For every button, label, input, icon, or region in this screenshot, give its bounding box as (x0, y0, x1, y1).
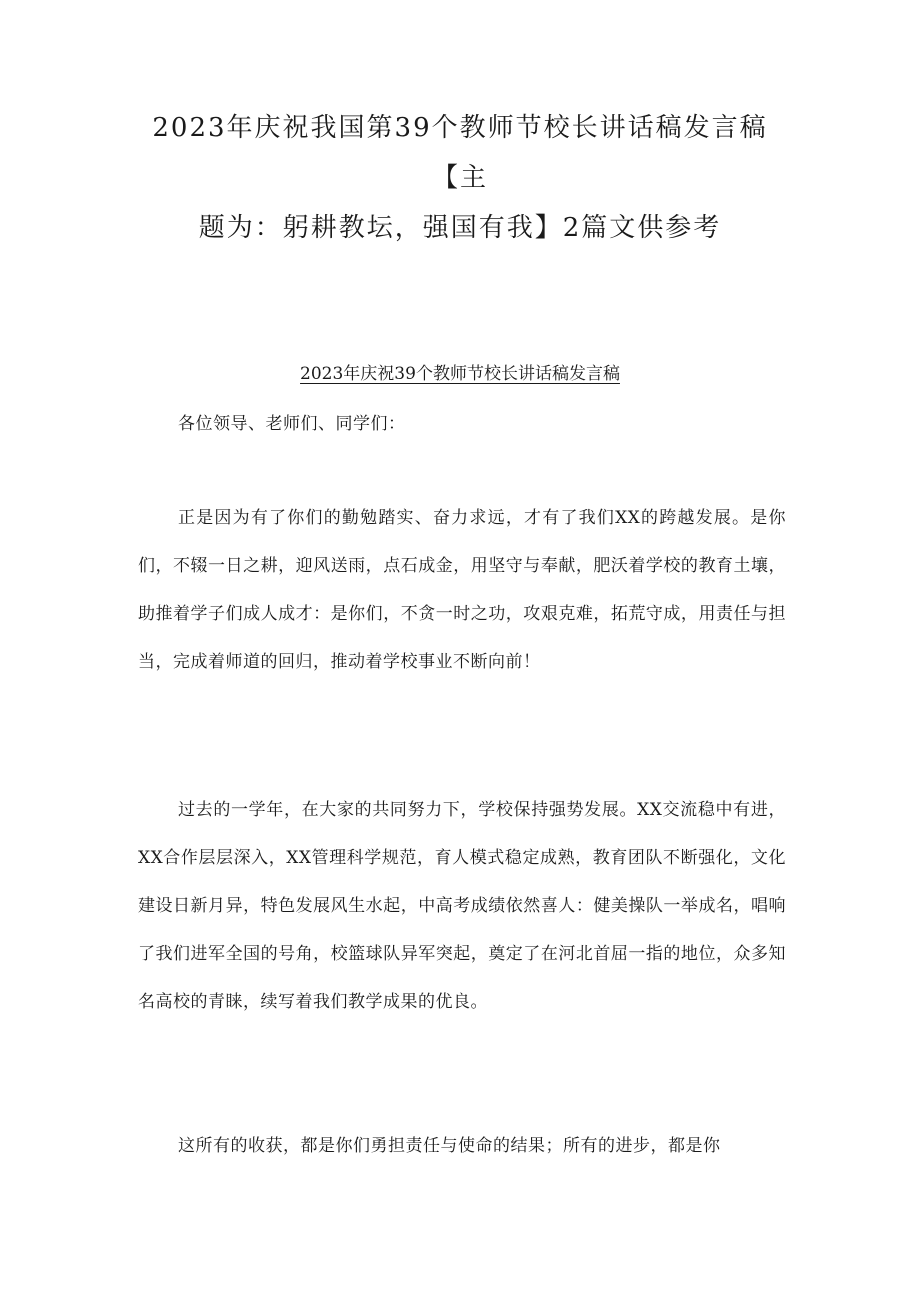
section-subtitle (0, 361, 920, 387)
greeting: 各位领导、老师们、同学们： (178, 414, 406, 434)
paragraph-1: 正是因为有了你们的勤勉踏实、奋力求远，才有了我们XX的跨越发展。是你们，不辍一日之耕，迎风送雨，点石成金，用坚守与奉献，肥沃着学校的教育土壤，助推着学子们成人成才：是你们，不贪一时之功，攻艰克难，拓荒守成，用责任与担当，完成着师道的回归，推动着学校事业不断向前！ (138, 508, 786, 672)
subtitle-text: 2023年庆祝39个教师节校长讲话稿发言稿 (300, 364, 620, 384)
title-line-1: 2023年庆祝我国第39个教师节校长讲话稿发言稿 (152, 113, 768, 143)
title-line-3: 题为：躬耕教坛，强国有我】2篇文供参考 (198, 213, 722, 243)
title-line-2: 【主 (431, 163, 488, 193)
paragraph-2: 过去的一学年，在大家的共同努力下，学校保持强势发展。XX交流稳中有进，XX合作层层深入，XX管理科学规范，育人模式稳定成熟，教育团队不断强化，文化建设日新月异，特色发展风生水起，中高考成绩依然喜人：健美操队一举成名，唱响了我们进军全国的号角，校篮球队异军突起，奠定了在河北首屈一指的地位，众多知名高校的青睐，续写着我们教学成果的优良。 (138, 800, 786, 1012)
paragraph-3: 这所有的收获，都是你们勇担责任与使命的结果；所有的进步，都是你 (178, 1136, 721, 1156)
